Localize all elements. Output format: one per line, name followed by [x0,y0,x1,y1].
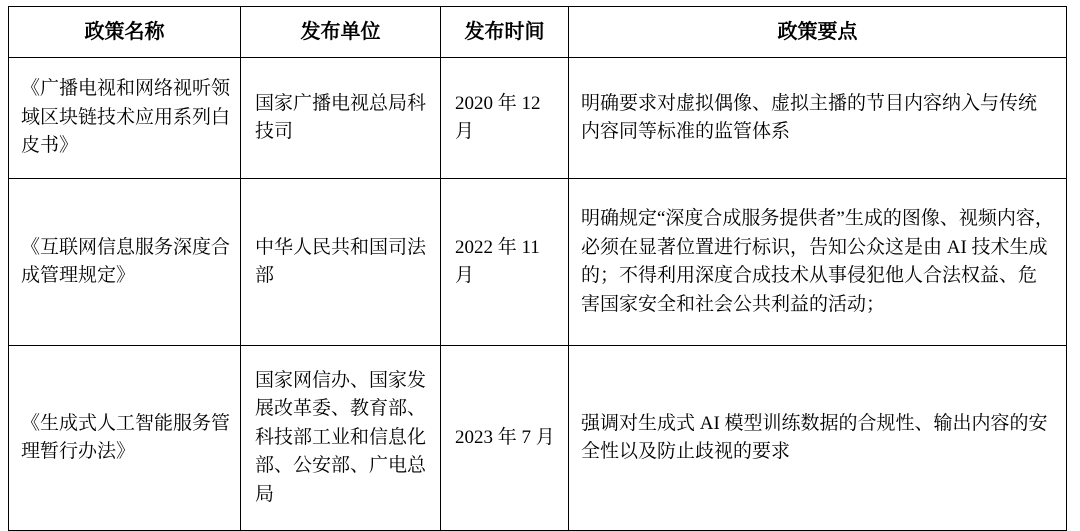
policy-table [8,6,1067,531]
cell-issuing-unit: 国家广播电视总局科技司 [241,58,441,179]
cell-policy-name: 《互联网信息服务深度合成管理规定》 [9,179,241,346]
cell-policy-points: 强调对生成式 AI 模型训练数据的合规性、输出内容的安全性以及防止歧视的要求 [569,346,1067,531]
cell-policy-points: 明确规定“深度合成服务提供者”生成的图像、视频内容，必须在显著位置进行标识，告知公众这是由 AI 技术生成的；不得利用深度合成技术从事侵犯他人合法权益、危害国家安全和社会公共利益的活动； [569,179,1067,346]
table-row [9,58,1067,179]
cell-release-time: 2022 年 11 月 [441,179,569,346]
column-header-policy-points: 政策要点 [569,7,1067,58]
cell-release-time: 2023 年 7 月 [441,346,569,531]
table-row [9,346,1067,531]
cell-issuing-unit: 中华人民共和国司法部 [241,179,441,346]
cell-issuing-unit: 国家网信办、国家发展改革委、教育部、科技部工业和信息化部、公安部、广电总局 [241,346,441,531]
cell-policy-points: 明确要求对虚拟偶像、虚拟主播的节目内容纳入与传统内容同等标准的监管体系 [569,58,1067,179]
column-header-policy-name: 政策名称 [9,7,241,58]
table-row [9,179,1067,346]
cell-policy-name: 《生成式人工智能服务管理暂行办法》 [9,346,241,531]
column-header-release-time: 发布时间 [441,7,569,58]
cell-release-time: 2020 年 12 月 [441,58,569,179]
cell-policy-name: 《广播电视和网络视听领域区块链技术应用系列白皮书》 [9,58,241,179]
table-header-row [9,7,1067,58]
column-header-issuing-unit: 发布单位 [241,7,441,58]
